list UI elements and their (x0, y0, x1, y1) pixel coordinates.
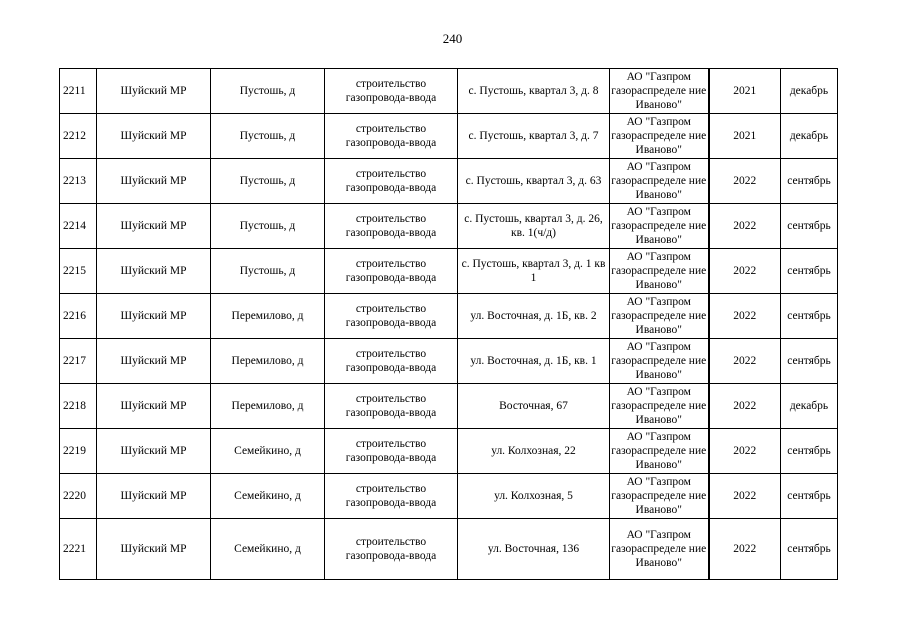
cell-address: ул. Колхозная, 22 (458, 429, 610, 474)
cell-locality: Семейкино, д (211, 474, 325, 519)
cell-district: Шуйский МР (97, 159, 211, 204)
cell-organization: АО "Газпром газораспределе ние Иваново" (610, 159, 709, 204)
table-row (60, 339, 838, 384)
cell-year: 2022 (709, 294, 781, 339)
cell-work-type: строительство газопровода-ввода (325, 69, 458, 114)
cell-organization: АО "Газпром газораспределе ние Иваново" (610, 474, 709, 519)
cell-district: Шуйский МР (97, 339, 211, 384)
cell-work-type: строительство газопровода-ввода (325, 429, 458, 474)
cell-work-type: строительство газопровода-ввода (325, 294, 458, 339)
cell-number: 2217 (60, 339, 97, 384)
cell-district: Шуйский МР (97, 204, 211, 249)
cell-address: с. Пустошь, квартал 3, д. 7 (458, 114, 610, 159)
cell-organization: АО "Газпром газораспределе ние Иваново" (610, 204, 709, 249)
cell-work-type: строительство газопровода-ввода (325, 519, 458, 580)
cell-work-type: строительство газопровода-ввода (325, 384, 458, 429)
cell-address: Восточная, 67 (458, 384, 610, 429)
table-row (60, 294, 838, 339)
cell-organization: АО "Газпром газораспределе ние Иваново" (610, 114, 709, 159)
cell-address: с. Пустошь, квартал 3, д. 26, кв. 1(ч/д) (458, 204, 610, 249)
cell-address: с. Пустошь, квартал 3, д. 1 кв 1 (458, 249, 610, 294)
cell-address: ул. Восточная, д. 1Б, кв. 1 (458, 339, 610, 384)
cell-number: 2211 (60, 69, 97, 114)
cell-locality: Семейкино, д (211, 519, 325, 580)
table-row (60, 159, 838, 204)
cell-number: 2221 (60, 519, 97, 580)
cell-organization: АО "Газпром газораспределе ние Иваново" (610, 69, 709, 114)
cell-work-type: строительство газопровода-ввода (325, 204, 458, 249)
cell-locality: Перемилово, д (211, 339, 325, 384)
gas-connection-table (59, 68, 838, 580)
cell-month: декабрь (781, 69, 838, 114)
cell-month: сентябрь (781, 339, 838, 384)
cell-year: 2022 (709, 159, 781, 204)
page-number: 240 (442, 31, 463, 46)
cell-organization: АО "Газпром газораспределе ние Иваново" (610, 429, 709, 474)
cell-month: сентябрь (781, 204, 838, 249)
cell-year: 2022 (709, 204, 781, 249)
cell-locality: Семейкино, д (211, 429, 325, 474)
cell-work-type: строительство газопровода-ввода (325, 114, 458, 159)
cell-work-type: строительство газопровода-ввода (325, 159, 458, 204)
cell-month: сентябрь (781, 249, 838, 294)
cell-organization: АО "Газпром газораспределе ние Иваново" (610, 384, 709, 429)
cell-organization: АО "Газпром газораспределе ние Иваново" (610, 294, 709, 339)
cell-year: 2022 (709, 339, 781, 384)
cell-year: 2022 (709, 249, 781, 294)
cell-district: Шуйский МР (97, 249, 211, 294)
cell-district: Шуйский МР (97, 69, 211, 114)
table-row (60, 519, 838, 580)
cell-month: сентябрь (781, 474, 838, 519)
cell-address: с. Пустошь, квартал 3, д. 63 (458, 159, 610, 204)
cell-locality: Пустошь, д (211, 204, 325, 249)
cell-locality: Пустошь, д (211, 159, 325, 204)
cell-organization: АО "Газпром газораспределе ние Иваново" (610, 519, 709, 580)
cell-work-type: строительство газопровода-ввода (325, 474, 458, 519)
table-row (60, 429, 838, 474)
table-row (60, 204, 838, 249)
table-body (60, 69, 838, 580)
cell-work-type: строительство газопровода-ввода (325, 339, 458, 384)
cell-year: 2022 (709, 474, 781, 519)
cell-year: 2022 (709, 429, 781, 474)
cell-year: 2022 (709, 384, 781, 429)
cell-address: ул. Восточная, 136 (458, 519, 610, 580)
cell-district: Шуйский МР (97, 474, 211, 519)
cell-month: сентябрь (781, 519, 838, 580)
table-row (60, 384, 838, 429)
cell-number: 2216 (60, 294, 97, 339)
table-row (60, 249, 838, 294)
cell-year: 2021 (709, 69, 781, 114)
cell-address: ул. Колхозная, 5 (458, 474, 610, 519)
cell-number: 2213 (60, 159, 97, 204)
cell-number: 2212 (60, 114, 97, 159)
cell-address: ул. Восточная, д. 1Б, кв. 2 (458, 294, 610, 339)
cell-district: Шуйский МР (97, 519, 211, 580)
cell-organization: АО "Газпром газораспределе ние Иваново" (610, 249, 709, 294)
cell-address: с. Пустошь, квартал 3, д. 8 (458, 69, 610, 114)
cell-number: 2215 (60, 249, 97, 294)
cell-district: Шуйский МР (97, 294, 211, 339)
cell-year: 2022 (709, 519, 781, 580)
cell-locality: Пустошь, д (211, 69, 325, 114)
cell-number: 2214 (60, 204, 97, 249)
cell-district: Шуйский МР (97, 429, 211, 474)
cell-year: 2021 (709, 114, 781, 159)
cell-locality: Пустошь, д (211, 249, 325, 294)
cell-locality: Перемилово, д (211, 294, 325, 339)
cell-month: сентябрь (781, 429, 838, 474)
cell-district: Шуйский МР (97, 384, 211, 429)
cell-number: 2218 (60, 384, 97, 429)
table-row (60, 474, 838, 519)
cell-locality: Перемилово, д (211, 384, 325, 429)
cell-month: сентябрь (781, 294, 838, 339)
cell-locality: Пустошь, д (211, 114, 325, 159)
cell-month: декабрь (781, 384, 838, 429)
table-row (60, 114, 838, 159)
cell-organization: АО "Газпром газораспределе ние Иваново" (610, 339, 709, 384)
cell-number: 2220 (60, 474, 97, 519)
cell-work-type: строительство газопровода-ввода (325, 249, 458, 294)
cell-district: Шуйский МР (97, 114, 211, 159)
cell-number: 2219 (60, 429, 97, 474)
cell-month: декабрь (781, 114, 838, 159)
table-row (60, 69, 838, 114)
cell-month: сентябрь (781, 159, 838, 204)
